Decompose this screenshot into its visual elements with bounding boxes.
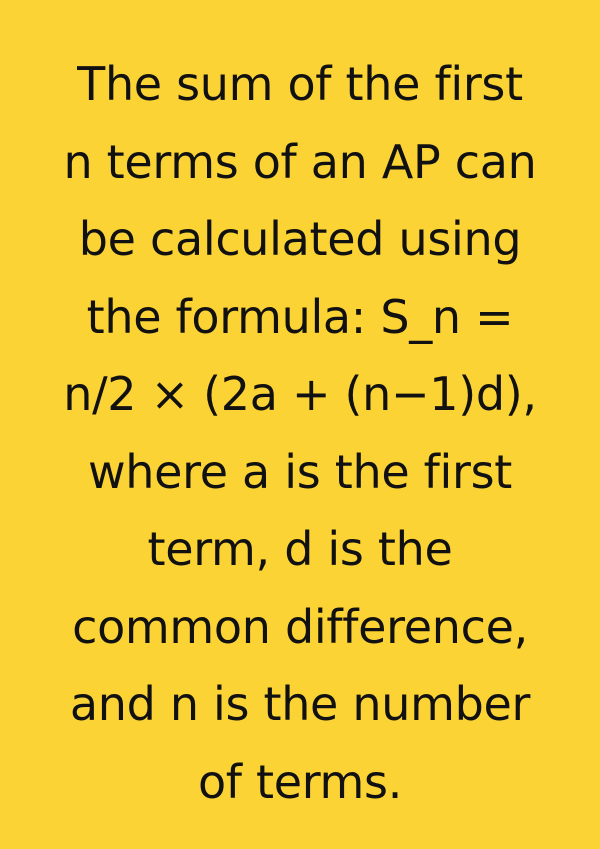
text-line: term, d is the [147,522,453,576]
text-line: common difference, [72,599,528,654]
text-line: be calculated using [78,212,522,266]
text-line: and n is the number [69,677,531,731]
text-line: the formula: S_n = [86,289,514,344]
text-line: n/2 × (2a + (n−1)d), [63,367,537,421]
text-line: n terms of an AP can [63,134,537,189]
text-line: The sum of the first [77,57,523,111]
text-line: where a is the first [87,444,513,499]
text-line: of terms. [197,754,403,809]
formula-explanation-text [0,46,600,821]
